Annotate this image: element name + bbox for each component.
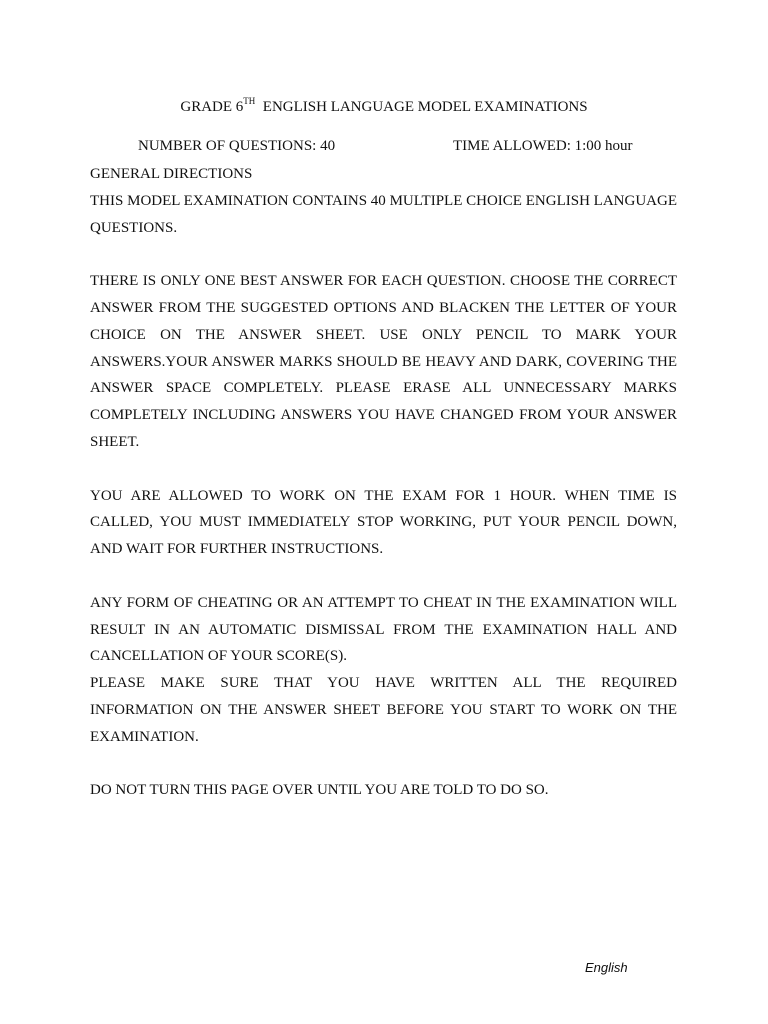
directions-paragraph-6: DO NOT TURN THIS PAGE OVER UNTIL YOU ARE TOLD TO DO SO. [90, 782, 549, 799]
directions-paragraph-3: YOU ARE ALLOWED TO WORK ON THE EXAM FOR 1 HOUR. WHEN TIME IS CALLED, YOU MUST IMMEDIATELY STOP WORKING, PUT YOUR PENCIL DOWN, AND WAIT FOR FURTHER INSTRUCTIONS. [90, 487, 677, 558]
time-allowed: TIME ALLOWED: 1:00 hour [453, 138, 633, 154]
directions-paragraph-2: THERE IS ONLY ONE BEST ANSWER FOR EACH QUESTION. CHOOSE THE CORRECT ANSWER FROM THE SUGGESTED OPTIONS AND BLACKEN THE LETTER OF YOUR CHOICE ON THE ANSWER SHEET. USE ONLY PENCIL TO MARK YOUR ANSWERS.YOUR ANSWER MARKS SHOULD BE HEAVY AND DARK, COVERING THE ANSWER SPACE COMPLETELY. PLEASE ERASE ALL UNNECESSARY MARKS COMPLETELY INCLUDING ANSWERS YOU HAVE CHANGED FROM YOUR ANSWER SHEET. [90, 273, 677, 450]
number-of-questions: NUMBER OF QUESTIONS: 40 [138, 138, 336, 154]
title-subject: ENGLISH LANGUAGE MODEL EXAMINATIONS [262, 99, 588, 115]
directions-paragraph-1: THIS MODEL EXAMINATION CONTAINS 40 MULTIPLE CHOICE ENGLISH LANGUAGE QUESTIONS. [90, 192, 677, 236]
page-title [0, 97, 768, 117]
title-grade-superscript: TH [243, 96, 256, 106]
directions-heading: GENERAL DIRECTIONS [90, 166, 253, 182]
general-directions [90, 161, 677, 804]
directions-paragraph-5: PLEASE MAKE SURE THAT YOU HAVE WRITTEN ALL THE REQUIRED INFORMATION ON THE ANSWER SHEET BEFORE YOU START TO WORK ON THE EXAMINATION. [90, 675, 677, 745]
title-grade: GRADE 6 [180, 99, 244, 115]
directions-paragraph-4: ANY FORM OF CHEATING OR AN ATTEMPT TO CHEAT IN THE EXAMINATION WILL RESULT IN AN AUTOMATIC DISMISSAL FROM THE EXAMINATION HALL AND CANCELLATION OF YOUR SCORE(S). [90, 594, 677, 665]
footer-language-label: English [585, 960, 628, 975]
